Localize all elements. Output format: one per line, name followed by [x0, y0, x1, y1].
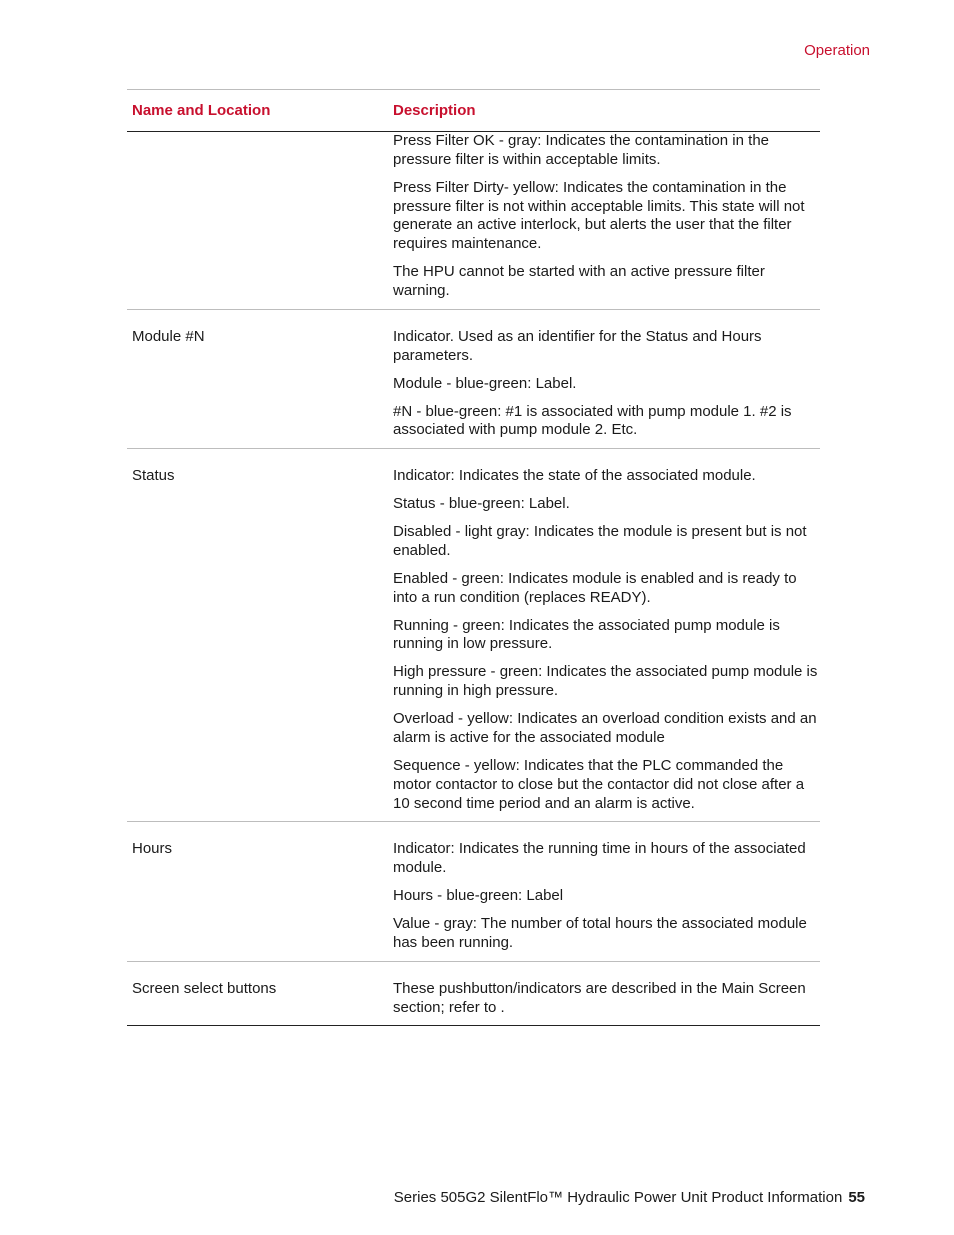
- row-name-cell: Module #N: [132, 327, 205, 345]
- column-header-description: Description: [393, 102, 476, 119]
- description-table: [127, 89, 820, 1026]
- row-name-cell: Status: [132, 467, 175, 485]
- description-paragraph: These pushbutton/indicators are described in the Main Screen section; refer to .: [393, 979, 806, 1016]
- row-name-cell: Hours: [132, 840, 173, 858]
- row-description-cell: [393, 467, 820, 813]
- description-paragraph: Indicator. Used as an identifier for the Status and Hours parameters.: [393, 327, 762, 364]
- description-paragraph: Press Filter OK - gray: Indicates the contamination in the pressure filter is within acceptable limits.: [393, 132, 770, 168]
- page-footer: [394, 1189, 865, 1206]
- description-paragraph: Disabled - light gray: Indicates the module is present but is not enabled.: [393, 523, 807, 559]
- table-row: [127, 822, 820, 961]
- table-row: [127, 132, 820, 310]
- footer-document-title: Series 505G2 SilentFlo™ Hydraulic Power Unit Product Information: [393, 1189, 843, 1206]
- row-description-cell: [393, 840, 820, 952]
- description-paragraph: Status - blue-green: Label.: [393, 495, 570, 513]
- description-paragraph: Indicator: Indicates the state of the associated module.: [393, 467, 756, 485]
- description-paragraph: Hours - blue-green: Label: [393, 887, 564, 905]
- description-paragraph: High pressure - green: Indicates the associated pump module is running in high pressure.: [393, 663, 818, 700]
- description-paragraph: Indicator: Indicates the running time in hours of the associated module.: [393, 840, 806, 877]
- table-row: [127, 449, 820, 822]
- page-number: 55: [848, 1189, 865, 1206]
- description-paragraph: The HPU cannot be started with an active pressure filter warning.: [393, 263, 765, 299]
- description-paragraph: Value - gray: The number of total hours the associated module has been running.: [393, 915, 807, 951]
- table-row: [127, 310, 820, 449]
- description-paragraph: Module - blue-green: Label.: [393, 374, 577, 392]
- column-header-name-location: Name and Location: [132, 102, 271, 119]
- description-paragraph: Enabled - green: Indicates module is enabled and is ready to into a run condition (replaces READY).: [393, 569, 797, 606]
- table-body: [127, 132, 820, 1026]
- row-name-cell: Screen select buttons: [132, 979, 277, 997]
- row-description-cell: [393, 132, 820, 301]
- row-description-cell: [393, 980, 820, 1018]
- row-name-cell: [127, 132, 393, 301]
- description-paragraph: Running - green: Indicates the associated pump module is running in low pressure.: [393, 616, 780, 653]
- description-paragraph: Overload - yellow: Indicates an overload condition exists and an alarm is active for the associated module: [393, 710, 817, 746]
- table-header-row: [127, 90, 820, 132]
- table-row: [127, 962, 820, 1027]
- running-header-section: Operation: [804, 42, 870, 59]
- description-paragraph: #N - blue-green: #1 is associated with pump module 1. #2 is associated with pump module 2. Etc.: [393, 402, 792, 439]
- description-paragraph: Sequence - yellow: Indicates that the PLC commanded the motor contactor to close but the contactor did not close after a 10 second time period and an alarm is active.: [393, 756, 805, 812]
- row-description-cell: [393, 328, 820, 440]
- description-paragraph: Press Filter Dirty- yellow: Indicates the contamination in the pressure filter is not within acceptable limits. This state will not generate an active interlock, but alerts the user that the filter requires maintenance.: [393, 178, 805, 253]
